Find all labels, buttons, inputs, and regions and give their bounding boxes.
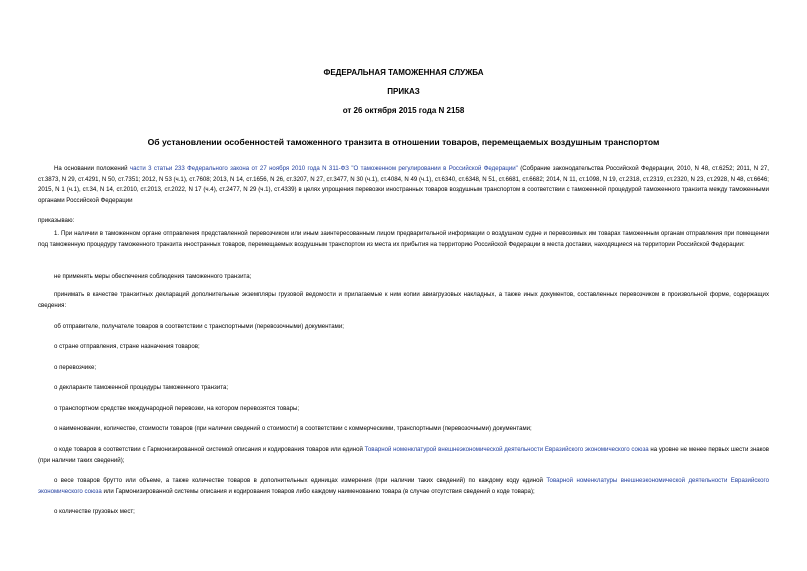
list-item-vehicle: о транспортном средстве международной перевозки, на котором перевозятся товары; [54,405,300,412]
list-item-country: о стране отправления, стране назначения товаров; [54,343,200,350]
list-item-declarant: о декларанте таможенной процедуры таможенного транзита; [54,384,229,391]
document-title: Об установлении особенностей таможенного транзита в отношении товаров, перемещаемых воздушным транспортом [147,137,660,147]
list-item-places: о количестве грузовых мест; [54,508,135,515]
code-text-start: о коде товаров в соответствии с Гармонизированной системой описания и кодирования товаров или единой [54,446,365,453]
tn-ved-link[interactable]: Товарной номенклатурой внешнеэкономической деятельности Евразийского экономического союза [364,446,649,453]
weight-text-end: или Гармонизированной системы описания и кодирования товаров либо каждому наименованию товара (в случае отсутствия сведений о коде товара); [101,487,535,495]
tn-ved-link-2[interactable]: Товарной номенклатуры внешнеэкономической деятельности Евразийского экономического союза [38,477,770,495]
code-text-end: на уровне не менее первых шести знаков (при наличии таких сведений); [38,446,769,464]
measures-paragraph: не применять меры обеспечения соблюдения таможенного транзита; [54,273,252,280]
preamble-text-end: (Собрание законодательства Российской Федерации, 2010, N 48, ст.6252; 2011, N 27, ст.3873, N 29, ст.4291, N 50, ст.7351; 2012, N 53 (ч.1), ст.7608; 2013, N 14, ст.1656, N 26, ст.3207, N 27, ст.3477, N 30 (ч.1), ст.4084, N 49 (ч.1), ст.6340, ст.6348, N 51, ст.6681, ст.6682; 2014, N 11, ст.1098, N 19, ст.2318, ст.2319, ст.2320, N 23, ст.2928, N 48, ст.6646; 2015, N 1 (ч.1), ст.34, N 14, ст.2010, ст.2013, ст.2022, N 17 (ч.4), ст.2477, N 29 (ч.1), ст.4339) в целях упрощения перевозки иностранных товаров воздушным транспортом в соответствии с таможенной процедурой таможенного транзита между таможенными органами Российской Федерации [38,165,769,204]
list-item-code [38,445,769,466]
list-item-names: о наименовании, количестве, стоимости товаров (при наличии сведений о стоимости) в соответствии с коммерческими, транспортными (перевозочными) документами; [54,425,532,432]
list-item-carrier: о перевозчике; [54,364,97,371]
document-date: от 26 октября 2015 года N 2158 [342,106,465,115]
document-type: ПРИКАЗ [387,87,420,96]
accept-paragraph: принимать в качестве транзитных деклараций дополнительные экземпляры грузовой ведомости и прилагаемые к ним копии авиагрузовых накладных, а также иных документов, составленных перевозчиком в произвольной форме, содержащих сведения: [38,291,769,309]
order-word: приказываю: [38,217,75,224]
weight-text-start: о весе товаров брутто или объеме, а также количестве товаров в дополнительных единицах измерения (при наличии таких сведений) по каждому коду единой [54,477,547,484]
preamble-text-start: На основании положений [54,165,130,172]
preamble-paragraph [38,164,769,206]
federal-law-link[interactable]: части 3 статьи 233 Федерального закона от 27 ноября 2010 года N 311-ФЗ "О таможенном регулировании в Российской Федерации" [129,165,518,172]
list-item-sender: об отправителе, получателе товаров в соответствии с транспортными (перевозочными) документами; [54,323,344,330]
agency-name: ФЕДЕРАЛЬНАЯ ТАМОЖЕННАЯ СЛУЖБА [323,68,484,77]
list-item-weight [38,476,769,497]
item-1-paragraph: 1. При наличии в таможенном органе отправления представленной перевозчиком или иным заинтересованным лицом предварительной информации о воздушном судне и перевозимых им товарах таможенным органам отправления при помещении под таможенную процедуру таможенного транзита иностранных товаров, перемещаемых воздушным транспортом из места их прибытия на территорию Российской Федерации в места доставки, находящиеся на территории Российской Федерации: [38,230,769,248]
